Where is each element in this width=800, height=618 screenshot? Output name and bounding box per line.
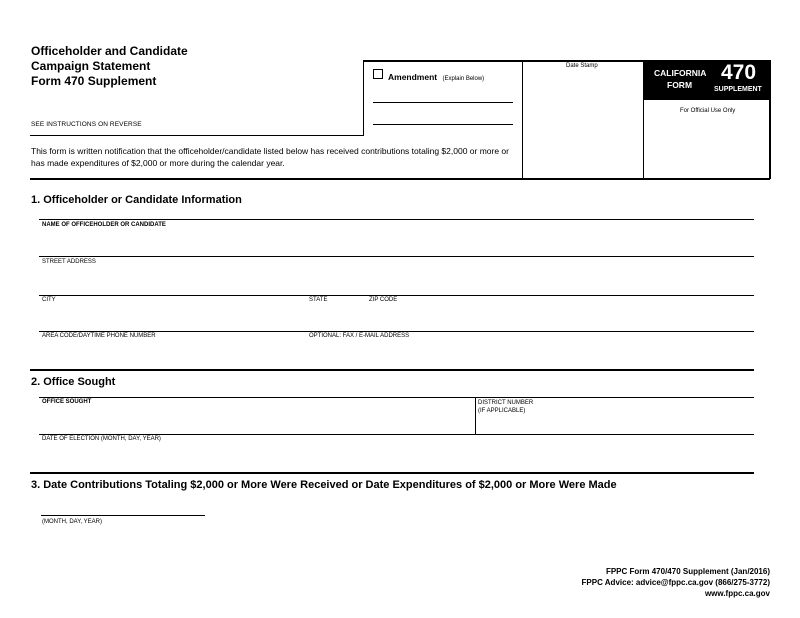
see-instructions: SEE INSTRUCTIONS ON REVERSE <box>31 121 142 128</box>
office-field-line <box>39 397 754 398</box>
header-bottom-border <box>30 178 770 180</box>
contribution-date-input[interactable] <box>41 498 205 515</box>
amendment-text: Amendment <box>388 72 438 82</box>
fax-email-label: OPTIONAL: FAX / E-MAIL ADDRESS <box>309 333 410 339</box>
contribution-date-label: (MONTH, DAY, YEAR) <box>42 519 103 525</box>
amendment-checkbox[interactable] <box>373 69 383 79</box>
header-vline-2 <box>522 60 523 179</box>
phone-label: AREA CODE/DAYTIME PHONE NUMBER <box>42 333 156 339</box>
city-label: CITY <box>42 297 56 303</box>
name-input[interactable] <box>39 230 754 255</box>
phone-fax-input[interactable] <box>39 341 754 367</box>
street-input[interactable] <box>39 267 754 294</box>
city-state-zip-input[interactable] <box>39 305 754 330</box>
office-district-divider <box>475 397 476 434</box>
header-vline-1 <box>363 60 364 136</box>
phone-field-line <box>39 331 754 332</box>
district-label-block <box>478 399 533 415</box>
official-use-label: For Official Use Only <box>680 108 736 114</box>
footer-website: www.fppc.ca.gov <box>704 589 770 598</box>
title-line-2: Campaign Statement <box>31 59 151 73</box>
title-line-3: Form 470 Supplement <box>31 74 157 88</box>
election-date-label: DATE OF ELECTION (MONTH, DAY, YEAR) <box>42 436 161 442</box>
amendment-line-1[interactable] <box>373 102 513 103</box>
name-label: NAME OF OFFICEHOLDER OR CANDIDATE <box>42 222 166 228</box>
amendment-line-2[interactable] <box>373 124 513 125</box>
section1-heading: 1. Officeholder or Candidate Information <box>31 194 242 206</box>
contribution-date-line <box>41 515 205 516</box>
section2-heading: 2. Office Sought <box>31 376 116 388</box>
office-sought-label: OFFICE SOUGHT <box>42 399 92 405</box>
amendment-note: (Explain Below) <box>442 76 485 82</box>
state-label: STATE <box>309 297 328 303</box>
footer-advice: FPPC Advice: advice@fppc.ca.gov (866/275-3772) <box>581 578 770 587</box>
footer-form-version: FPPC Form 470/470 Supplement (Jan/2016) <box>605 567 770 576</box>
election-date-input[interactable] <box>39 444 754 470</box>
city-field-line <box>39 295 754 296</box>
header-vline-right <box>769 60 771 179</box>
form-number: 470 <box>721 61 757 84</box>
form-id-box <box>644 61 769 100</box>
district-note: (IF APPLICABLE) <box>478 408 526 414</box>
district-number-input[interactable] <box>477 416 753 433</box>
street-field-line <box>39 256 754 257</box>
zip-label: ZIP CODE <box>369 297 398 303</box>
notice-text: This form is written notification that the officeholder/candidate listed below has received contributions totaling $2,000 or more or has made expenditures of $2,000 or more during the calendar year. <box>31 146 509 168</box>
form-label: FORM <box>667 80 693 90</box>
date-stamp-label: Date Stamp <box>566 63 598 69</box>
supplement-label: SUPPLEMENT <box>714 86 762 93</box>
title-line-1: Officeholder and Candidate <box>31 44 188 58</box>
form-title <box>31 44 188 89</box>
street-label: STREET ADDRESS <box>42 259 96 265</box>
amendment-label <box>388 72 484 82</box>
header-divider-left <box>30 135 363 136</box>
footer <box>582 566 770 599</box>
district-label: DISTRICT NUMBER <box>478 400 534 406</box>
office-sought-input[interactable] <box>39 407 474 433</box>
section3-heading: 3. Date Contributions Totaling $2,000 or More Were Received or Date Expenditures of $2,000 or More Were Made <box>31 479 617 491</box>
election-field-line <box>39 434 754 435</box>
california-label: CALIFORNIA <box>654 68 707 78</box>
section1-bottom-border <box>30 369 754 371</box>
name-field-line <box>39 219 754 220</box>
section2-bottom-border <box>30 472 754 474</box>
